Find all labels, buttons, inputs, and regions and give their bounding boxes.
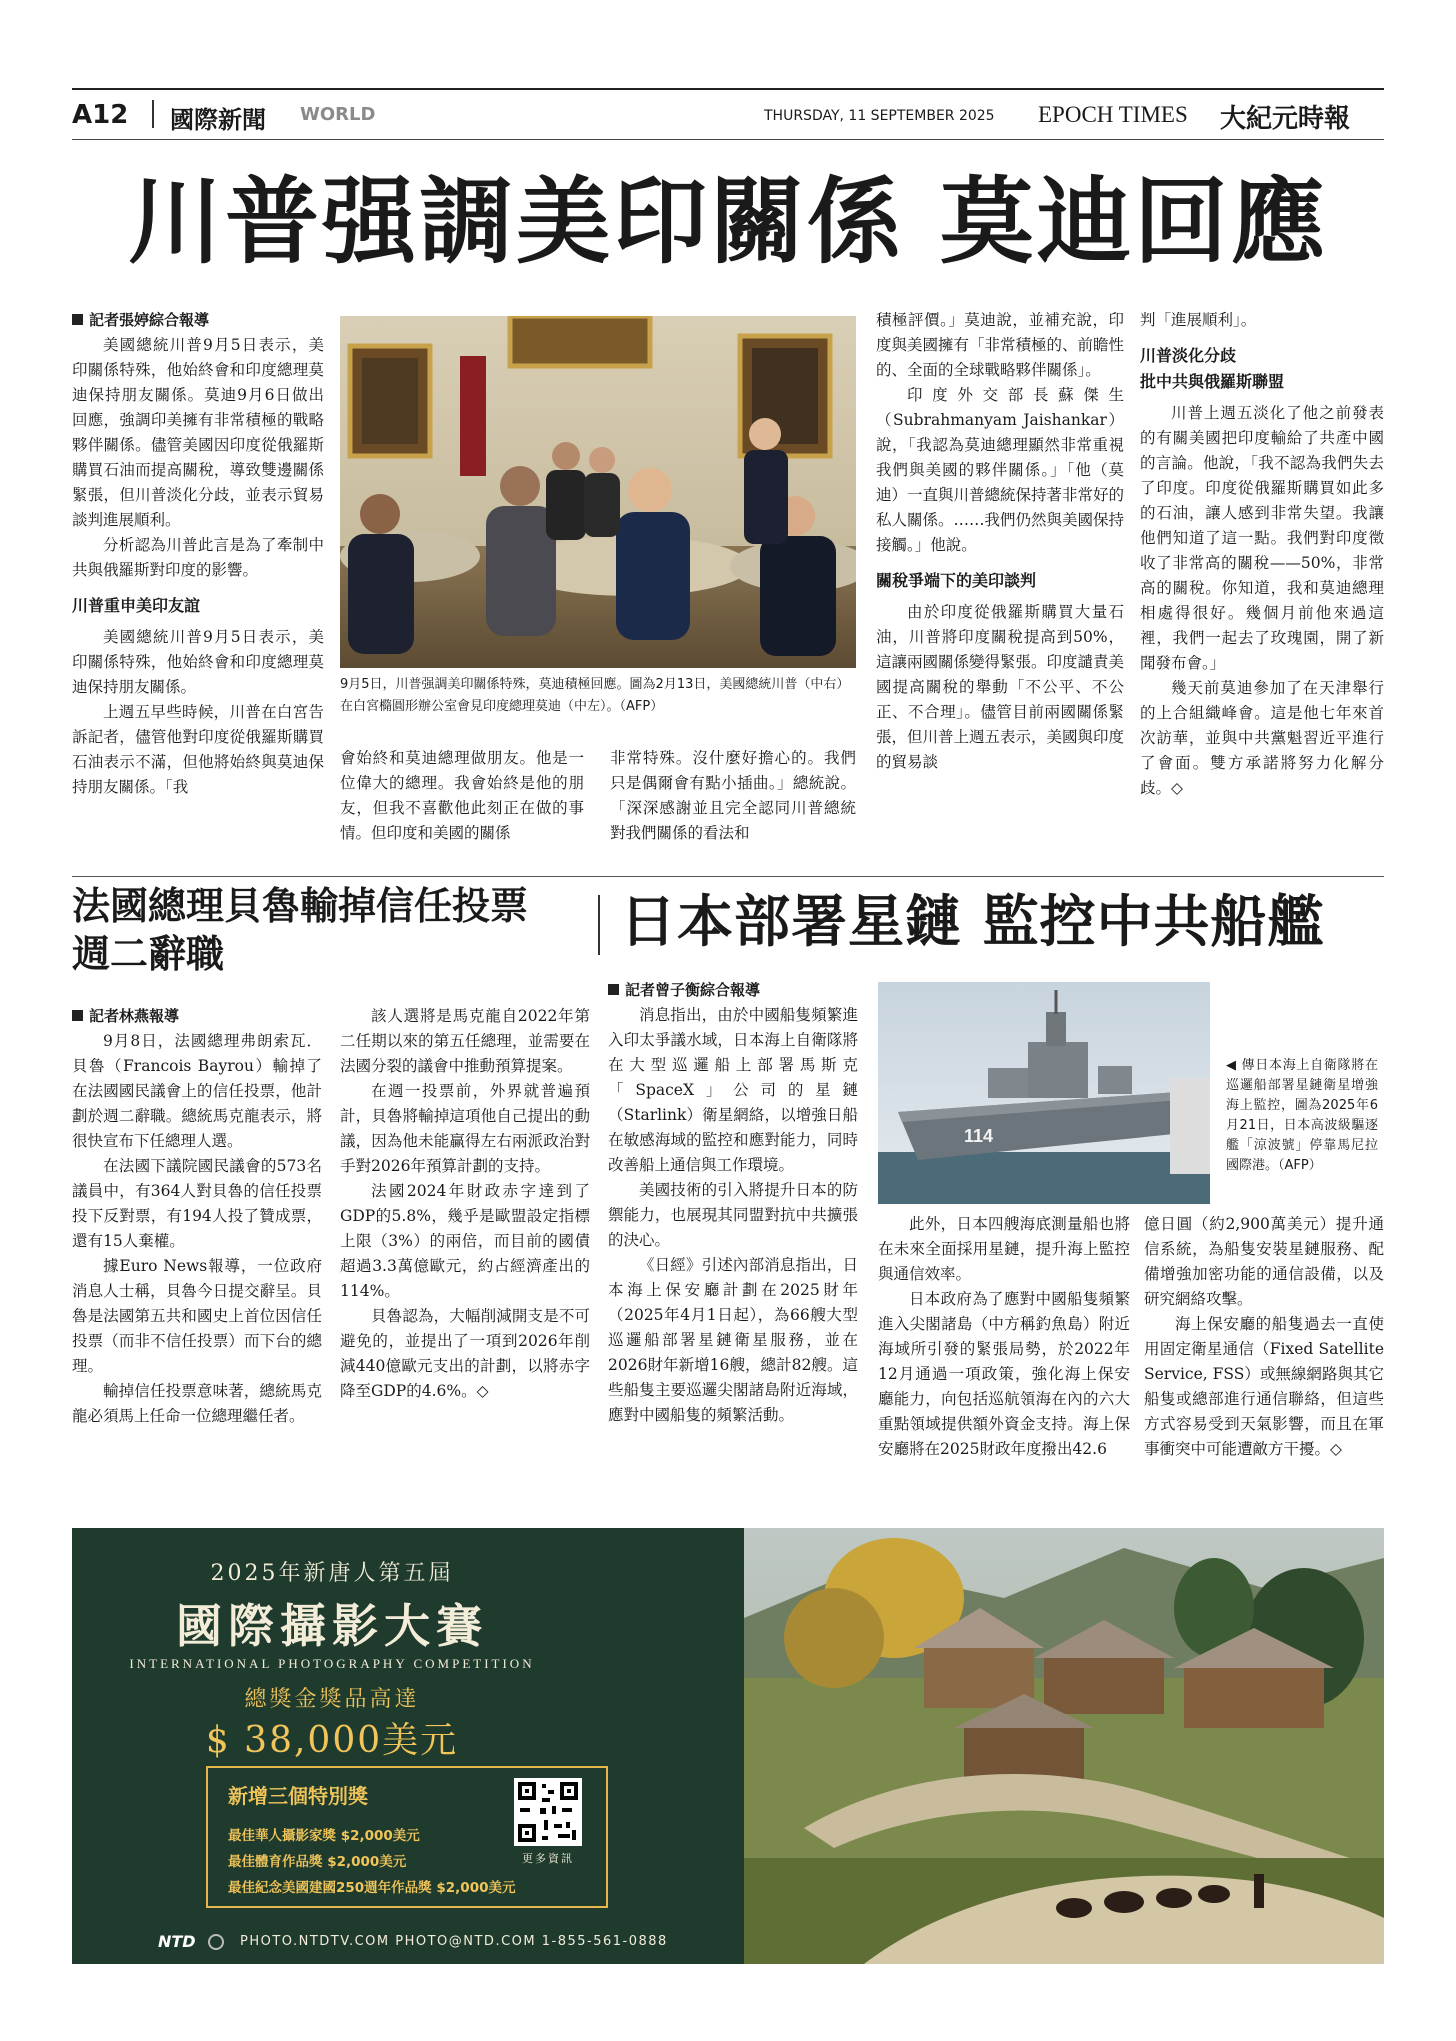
paragraph: 法國2024年財政赤字達到了GDP的5.8%，幾乎是歐盟設定指標上限（3%）的兩倍，而目前的國債超過3.3萬億歐元，約占經濟產出的114%。 <box>340 1182 590 1300</box>
qr-code-icon[interactable] <box>514 1778 582 1846</box>
paragraph: 億日圓（約2,900萬美元）提升通信系統，為船隻安裝星鏈服務、配備增強加密功能的通信設備，以及研究網絡攻擊。 <box>1144 1215 1384 1308</box>
paragraph: 《日經》引述內部消息指出，日本海上保安廳計劃在2025財年（2025年4月1日起），為66艘大型巡邏船部署星鏈衛星服務，並在2026財年新增16艘，總計82艘。這些船隻主要巡邏尖閣諸島附近海域，應對中國船隻的頻繁活動。 <box>608 1256 858 1424</box>
paragraph: 判「進展順利」。 <box>1140 311 1257 329</box>
paragraph: 9月8日，法國總理弗朗索瓦．貝魯（Francois Bayrou）輸掉了在法國國民議會上的信任投票，他計劃於週二辭職。總統馬克龍表示，將很快宣布下任總理人選。 <box>72 1032 322 1150</box>
paragraph: 非常特殊。沒什麼好擔心的。我們只是偶爾會有點小插曲。」總統說。「深深感謝並且完全認同川普總統對我們關係的看法和 <box>610 749 856 842</box>
award-item: 最佳體育作品獎 $2,000美元 <box>228 1854 407 1870</box>
oval-office-photo <box>340 316 856 668</box>
ntd-logo: NTD <box>158 1932 196 1951</box>
story1-byline: 記者張婷綜合報導 <box>72 308 324 333</box>
paragraph: 印度外交部長蘇傑生（Subrahmanyam Jaishankar）說，「我認為莫迪總理顯然非常重視我們與美國的夥伴關係。」「他（莫迪）一直與川普總統保持著非常好的私人關係。……我們仍然與美國保持接觸。」他說。 <box>876 386 1125 554</box>
story1-subhead-1: 川普重申美印友誼 <box>72 596 201 615</box>
story3-photo <box>878 982 1210 1204</box>
ad-landscape-photo <box>744 1528 1384 1964</box>
paragraph: 上週五早些時候，川普在白宮告訴記者，儘管他對印度從俄羅斯購買石油表示不滿，但他將始終與莫迪保持朋友關係。「我 <box>72 703 324 796</box>
hull-number: 114 <box>964 1126 994 1146</box>
story1-column-3-bottom <box>610 746 856 846</box>
ad-contact-info[interactable]: PHOTO.NTDTV.COM PHOTO@NTD.COM 1-855-561-0888 <box>240 1934 668 1949</box>
byline-square-icon <box>72 314 83 325</box>
paragraph: 幾天前莫迪參加了在天津舉行的上合組織峰會。這是他七年來首次訪華，並與中共黨魁習近平進行了會面。雙方承諾將努力化解分歧。◇ <box>1140 679 1384 797</box>
story1-subhead-3a: 川普淡化分歧 <box>1140 346 1237 365</box>
paragraph: 貝魯認為，大幅削減開支是不可避免的，並提出了一項到2026年削減440億歐元支出的計劃，以將赤字降至GDP的4.6%。◇ <box>340 1307 590 1400</box>
paragraph: 海上保安廳的船隻過去一直使用固定衛星通信（Fixed Satellite Service, FSS）或無線網路與其它船隻或總部進行通信聯絡，但這些方式容易受到天氣影響，而且在軍事衝突中可能遭敵方干擾。◇ <box>1144 1315 1384 1458</box>
story1-headline: 川普强調美印關係 莫迪回應 <box>128 167 1328 277</box>
ad-subtitle: INTERNATIONAL PHOTOGRAPHY COMPETITION <box>129 1656 535 1671</box>
ntd-circle-icon <box>208 1934 224 1950</box>
paragraph: 在週一投票前，外界就普遍預計，貝魯將輸掉這項他自己提出的動議，因為他未能贏得左右兩派政治對手對2026年預算計劃的支持。 <box>340 1082 590 1175</box>
paragraph: 此外，日本四艘海底測量船也將在未來全面採用星鏈，提升海上監控與通信效率。 <box>878 1215 1130 1283</box>
section-title: 國際新聞 <box>170 106 266 134</box>
page-number: A12 <box>72 100 129 130</box>
story1-column-1 <box>72 308 324 800</box>
story3-column-1 <box>608 978 858 1428</box>
story1-column-4 <box>1140 308 1384 801</box>
story1-photo-caption: 9月5日，川普强調美印關係特殊，莫迪積極回應。圖為2月13日，美國總統川普（中右）在白宮橢圓形辦公室會見印度總理莫迪（中左）。（AFP） <box>340 677 850 714</box>
ad-total-label: 總獎金獎品高達 <box>244 1687 420 1712</box>
story1-column-2 <box>340 746 584 846</box>
story3-byline: 記者曾子衡綜合報導 <box>608 978 858 1003</box>
paragraph: 日本政府為了應對中國船隻頻繁進入尖閣諸島（中方稱釣魚島）附近海域所引發的緊張局勢，於2022年12月通過一項政策，強化海上保安廳能力，向包括巡航領海在內的六大重點領域提供額外資金支持。海上保安廳將在2025財政年度撥出42.6 <box>878 1290 1130 1458</box>
story3-photo-caption: ◀ 傳日本海上自衛隊將在巡邏船部署星鏈衛星增強海上監控，圖為2025年6月21日，日本高波級驅逐艦「涼波號」停靠馬尼拉國際港。（AFP） <box>1226 1058 1378 1173</box>
qr-label: 更多資訊 <box>522 1852 574 1865</box>
award-item: 最佳華人攝影家獎 $2,000美元 <box>228 1828 420 1844</box>
story2-headline <box>72 882 592 978</box>
special-awards-title: 新增三個特別獎 <box>228 1784 368 1808</box>
story3-column-3 <box>1144 1212 1384 1462</box>
paragraph: 據Euro News報導，一位政府消息人士稱，貝魯今日提交辭呈。貝魯是法國第五共和國史上首位因信任投票（而非不信任投票）而下台的總理。 <box>72 1257 322 1375</box>
paragraph: 由於印度從俄羅斯購買大量石油，川普將印度關稅提高到50%，這讓兩國關係變得緊張。印度譴責美國提高關稅的舉動「不公平、不公正、不合理」。儘管目前兩國關係緊張，但川普上週五表示，美國與印度的貿易談 <box>876 603 1125 771</box>
paper-name: EPOCH TIMES <box>1038 102 1188 127</box>
paragraph: 會始終和莫迪總理做朋友。他是一位偉大的總理。我會始終是他的朋友，但我不喜歡他此刻正在做的事情。但印度和美國的關係 <box>340 749 584 842</box>
story3-column-2 <box>878 1212 1130 1462</box>
ad-text-panel <box>72 1528 744 1964</box>
masthead-divider <box>152 100 154 128</box>
paragraph: 在法國下議院國民議會的573名議員中，有364人對貝魯的信任投票投下反對票，有194人投了贊成票，還有15人棄權。 <box>72 1157 322 1250</box>
story2-headline-line1: 法國總理貝魯輸掉信任投票 <box>72 884 529 928</box>
story1-column-3 <box>876 308 1124 775</box>
paragraph: 美國總統川普9月5日表示，美印關係特殊，他始終會和印度總理莫迪保持朋友關係。 <box>72 628 324 696</box>
story2-column-2 <box>340 1004 590 1404</box>
ad-year-line: 2025年新唐人第五屆 <box>210 1561 454 1586</box>
paragraph: 積極評價。」莫迪說，並補充說，印度與美國擁有「非常積極的、前瞻性的、全面的全球戰略夥伴關係」。 <box>876 311 1125 379</box>
paragraph: 美國總統川普9月5日表示，美印關係特殊，他始終會和印度總理莫迪保持朋友關係。莫迪9月6日做出回應，強調印美擁有非常積極的戰略夥伴關係。儘管美國因印度從俄羅斯購買石油而提高關稅，導致雙邊關係緊張，但川普淡化分歧，並表示貿易談判進展順利。 <box>72 336 324 529</box>
paragraph: 分析認為川普此言是為了牽制中共與俄羅斯對印度的影響。 <box>72 536 324 579</box>
byline-square-icon <box>608 984 619 995</box>
byline-square-icon <box>72 1010 83 1021</box>
paragraph: 美國技術的引入將提升日本的防禦能力，也展現其同盟對抗中共擴張的決心。 <box>608 1181 858 1249</box>
story2-column-1 <box>72 1004 322 1429</box>
paragraph: 該人選將是馬克龍自2022年第二任期以來的第五任總理，並需要在法國分裂的議會中推動預算提案。 <box>340 1007 590 1075</box>
paragraph: 川普上週五淡化了他之前發表的有關美國把印度輸給了共產中國的言論。他說，「我不認為我們失去了印度。印度從俄羅斯購買如此多的石油，讓人感到非常失望。我讓他們知道了這一點。我們對印度徵收了非常高的關稅——50%，非常高的關稅。你知道，我和莫迪總理相處得很好。幾個月前他來過這裡，我們一起去了玫瑰園，開了新聞發布會。」 <box>1140 404 1384 672</box>
story1-subhead-3b: 批中共與俄羅斯聯盟 <box>1140 372 1285 391</box>
section-title-en: WORLD <box>300 104 376 125</box>
warship-photo <box>878 982 1210 1204</box>
paper-logo-zh: 大紀元時報 <box>1220 104 1351 134</box>
story1-photo <box>340 316 856 668</box>
paragraph: 輸掉信任投票意味著，總統馬克龍必須馬上任命一位總理繼任者。 <box>72 1382 322 1425</box>
paragraph: 消息指出，由於中國船隻頻繁進入印太爭議水域，日本海上自衛隊將在大型巡邏船上部署馬斯克「SpaceX」公司的星鏈（Starlink）衛星網絡，以增強日船在敏感海域的監控和應對能力，同時改善船上通信與工作環境。 <box>608 1006 858 1174</box>
ad-footer <box>72 1922 744 1964</box>
column-divider <box>598 895 600 955</box>
special-awards-box <box>206 1766 608 1908</box>
village-landscape-photo <box>744 1528 1384 1964</box>
story2-byline: 記者林燕報導 <box>72 1004 322 1029</box>
story3-headline: 日本部署星鏈 監控中共船艦 <box>620 890 1325 955</box>
issue-date: THURSDAY, 11 SEPTEMBER 2025 <box>764 108 995 124</box>
ad-title: 國際攝影大賽 <box>176 1599 488 1653</box>
photo-competition-ad[interactable] <box>72 1528 1384 1964</box>
story2-headline-line2: 週二辭職 <box>72 932 225 976</box>
ad-total-amount: $ 38,000美元 <box>205 1720 459 1761</box>
section-divider <box>72 876 1384 877</box>
story1-subhead-2: 關稅爭端下的美印談判 <box>876 571 1037 590</box>
award-item: 最佳紀念美國建國250週年作品獎 $2,000美元 <box>228 1880 516 1896</box>
masthead <box>72 88 1384 140</box>
